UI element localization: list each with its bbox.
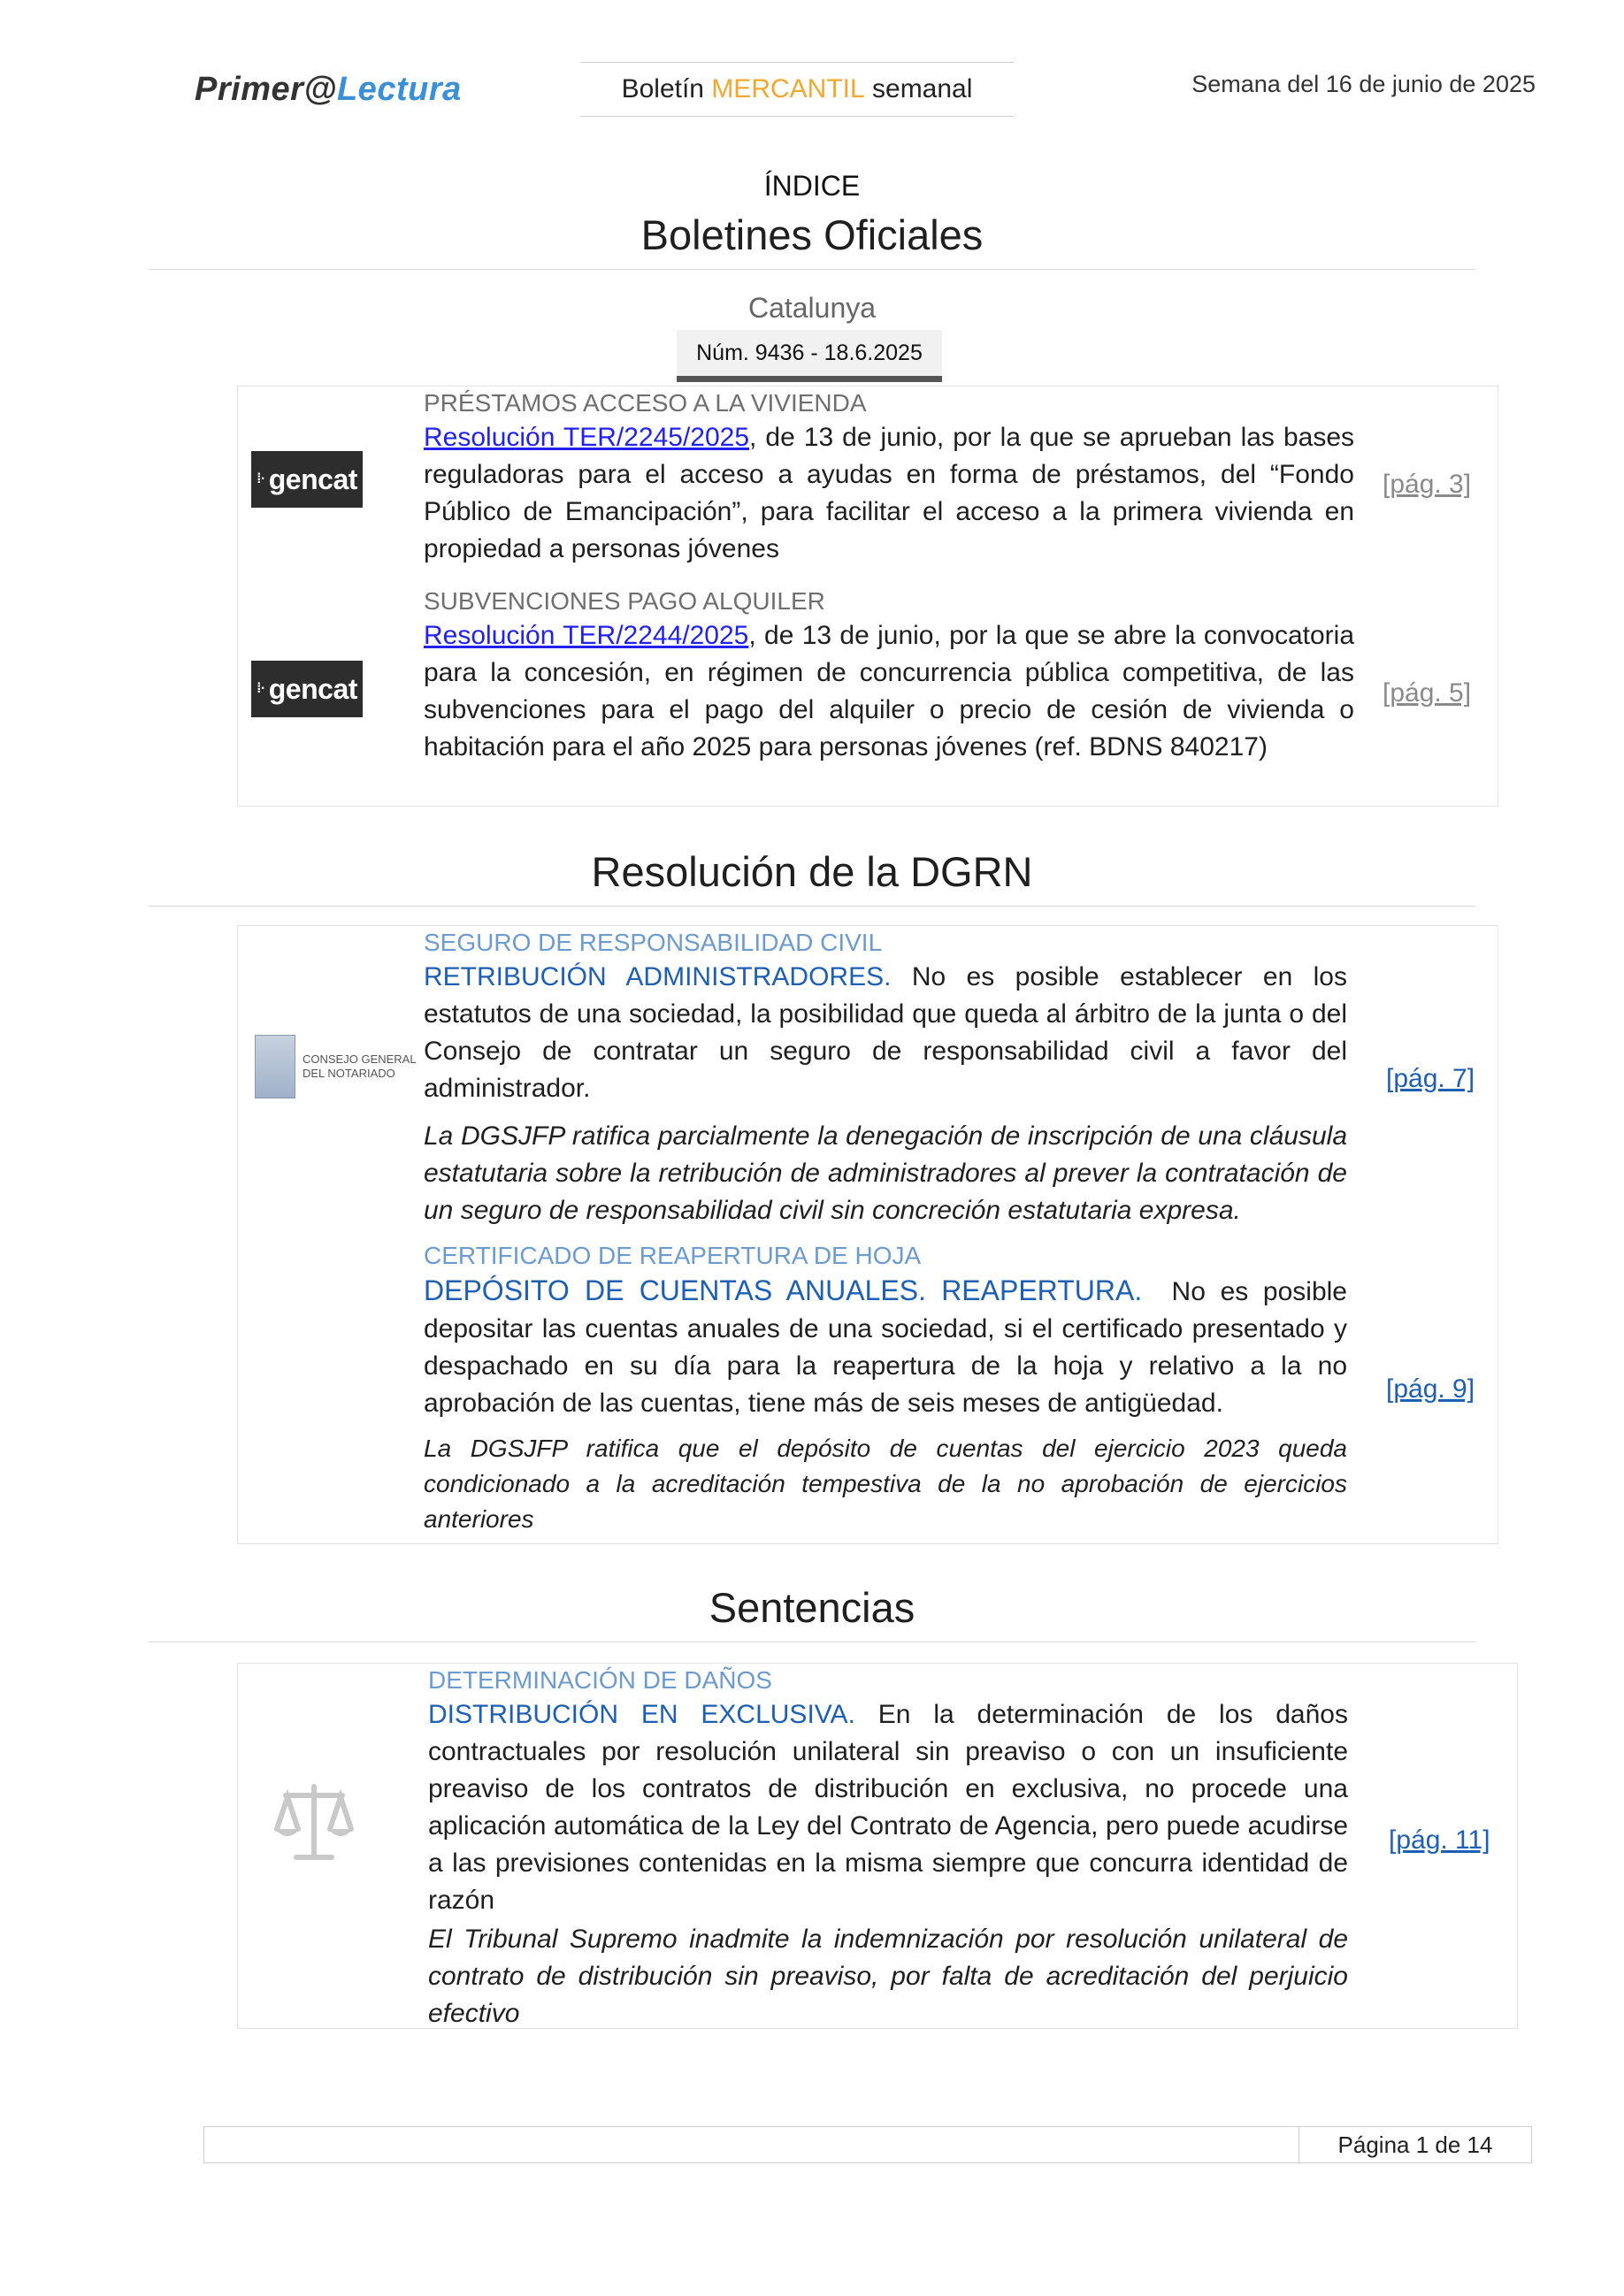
entry-category: DETERMINACIÓN DE DAÑOS [428, 1666, 772, 1694]
resolution-link[interactable]: Resolución TER/2244/2025 [424, 621, 749, 650]
boletin-entry-1 [424, 387, 1354, 568]
brand-logo: Primer@Lectura [195, 71, 462, 108]
emblem-icon [255, 1035, 295, 1098]
section-title-dgrn: Resolución de la DGRN [591, 848, 1033, 895]
bulletin-number: Núm. 9436 - 18.6.2025 [677, 330, 942, 382]
resolution-link[interactable]: Resolución TER/2245/2025 [424, 423, 750, 452]
bulletin-title: Boletín MERCANTIL semanal [580, 62, 1014, 117]
section-title-boletines: Boletines Oficiales [640, 211, 984, 258]
entry-category: SUBVENCIONES PAGO ALQUILER [424, 587, 825, 615]
page-link[interactable]: [pág. 11] [1389, 1825, 1490, 1855]
entry-category: CERTIFICADO DE REAPERTURA DE HOJA [424, 1242, 922, 1269]
dgrn-entry-1 [424, 927, 1347, 1229]
sentencia-entry-1 [428, 1665, 1348, 2032]
notariado-logo: CONSEJO GENERAL DEL NOTARIADO [255, 1035, 417, 1098]
divider [149, 906, 1475, 907]
entry-text: RETRIBUCIÓN ADMINISTRADORES. No es posible establecer en los estatutos de una sociedad, la posibilidad que queda al árbitro de la junta o del Consejo de contratar un seguro de responsabilidad civil a favor del administrador. [424, 962, 1347, 1103]
region-label: Catalunya [747, 292, 877, 324]
entry-text: Resolución TER/2245/2025, de 13 de junio, por la que se aprueban las bases reguladoras para el acceso a ayudas en forma de préstamos, del “Fondo Público de Emancipación”, para facilitar el acceso a la primera vivienda en propiedad a personas jóvenes [424, 423, 1355, 563]
boletin-entry-2 [424, 585, 1354, 766]
page-footer [203, 2126, 1532, 2163]
entry-text: DEPÓSITO DE CUENTAS ANUALES. REAPERTURA. No es posible depositar las cuentas anuales de una sociedad, si el certificado presentado y despachado en su día para la reapertura de la hoja y relativo a la no aprobación de las cuentas, tiene más de seis meses de antigüedad. [424, 1274, 1355, 1418]
index-label: ÍNDICE [763, 170, 861, 202]
entry-text: Resolución TER/2244/2025, de 13 de junio, por la que se abre la convocatoria para la concesión, en régimen de concurrencia pública competitiva, de las subvenciones para el pago del alquiler o precio de cesión de vivienda o habitación para el año 2025 para personas jóvenes (ref. BDNS 840217) [424, 621, 1355, 762]
entry-summary: La DGSJFP ratifica que el depósito de cuentas del ejercicio 2023 queda condicionado a la acreditación tempestiva de la no aprobación de ejercicios anteriores [424, 1435, 1347, 1533]
entry-category: PRÉSTAMOS ACCESO A LA VIVIENDA [424, 389, 867, 417]
gencat-logo: ⁞· gencat [251, 661, 363, 717]
page-link[interactable]: [pág. 9] [1386, 1374, 1475, 1404]
gencat-logo: ⁞· gencat [251, 451, 363, 508]
entry-summary: El Tribunal Supremo inadmite la indemnización por resolución unilateral de contrato de distribución sin preaviso, por falta de acreditación del perjuicio efectivo [428, 1925, 1348, 2028]
page-number: Página 1 de 14 [1298, 2127, 1531, 2162]
entry-category: SEGURO DE RESPONSABILIDAD CIVIL [424, 929, 883, 956]
page-link[interactable]: [pág. 3] [1383, 470, 1472, 499]
page-link[interactable]: [pág. 5] [1383, 678, 1472, 708]
entry-text: DISTRIBUCIÓN EN EXCLUSIVA. En la determinación de los daños contractuales por resolución unilateral sin preaviso o con un insuficiente preaviso de los contratos de distribución en exclusiva, no procede una aplicación automática de la Ley del Contrato de Agencia, pero puede acudirse a las previsiones contenidas en la misma siempre que concurra identidad de razón [428, 1700, 1348, 1915]
section-title-sentencias: Sentencias [709, 1584, 915, 1631]
scale-icon [270, 1778, 358, 1866]
divider [149, 269, 1475, 270]
week-date: Semana del 16 de junio de 2025 [1191, 71, 1536, 97]
entry-summary: La DGSJFP ratifica parcialmente la denegación de inscripción de una cláusula estatutaria sobre la retribución de administradores al prever la contratación de un seguro de responsabilidad civil sin concreción estatutaria expresa. [424, 1121, 1347, 1225]
dgrn-entry-2 [424, 1240, 1355, 1537]
page-link[interactable]: [pág. 7] [1386, 1064, 1475, 1093]
